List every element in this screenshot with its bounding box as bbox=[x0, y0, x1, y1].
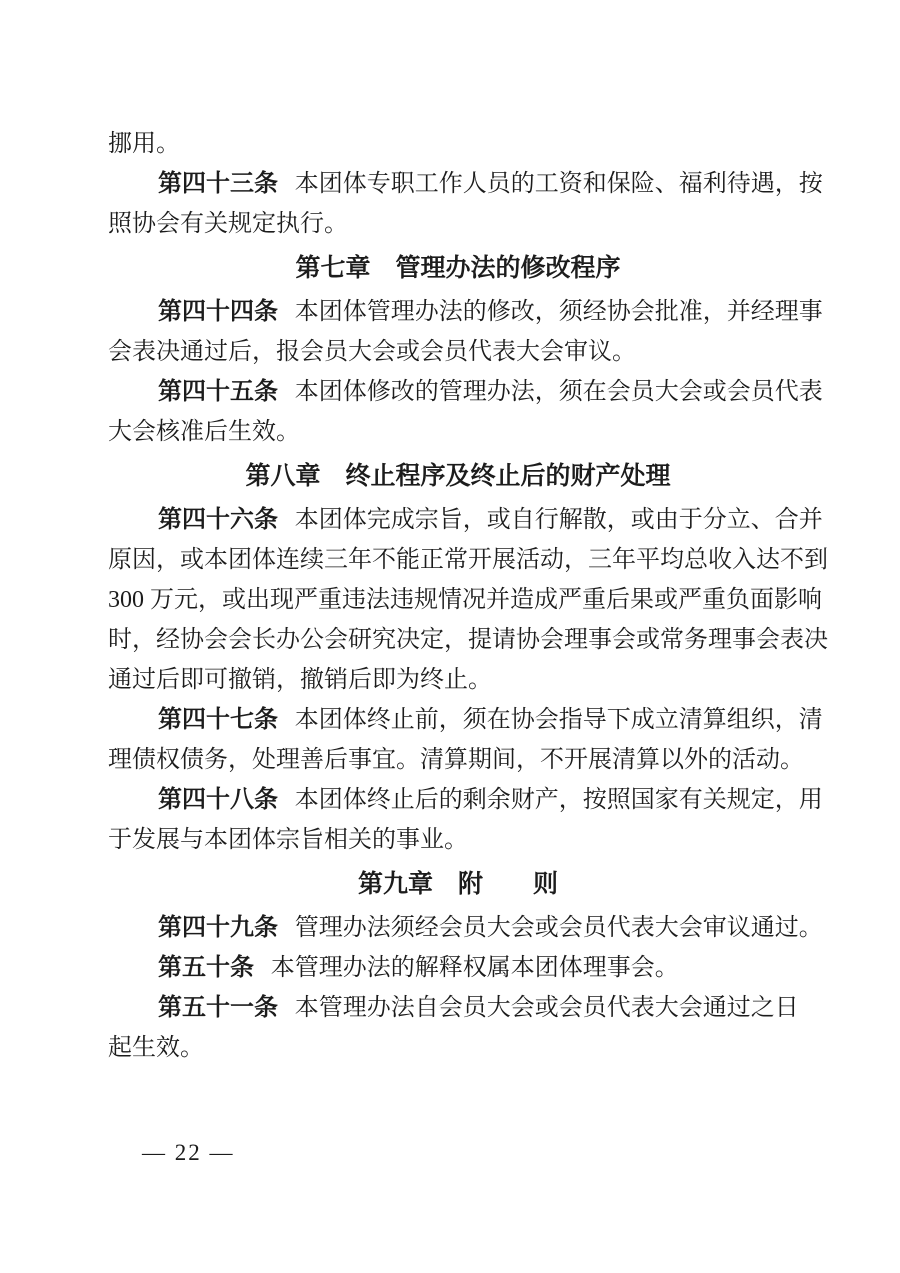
line-text: 本管理办法自会员大会或会员代表大会通过之日 bbox=[294, 995, 799, 1021]
text-line bbox=[108, 1028, 808, 1068]
article-paragraph-line bbox=[108, 372, 823, 412]
article-paragraph-line bbox=[108, 988, 808, 1028]
chapter-heading: 第八章 终止程序及终止后的财产处理 bbox=[245, 462, 671, 490]
article-number: 第四十六条 bbox=[158, 507, 278, 533]
chapter-heading: 第七章 管理办法的修改程序 bbox=[295, 254, 621, 282]
line-text: 时，经协会会长办公会研究决定，提请协会理事会或常务理事会表决 bbox=[108, 627, 828, 653]
line-text: 照协会有关规定执行。 bbox=[108, 211, 348, 237]
text-line bbox=[108, 204, 808, 244]
article-paragraph-line bbox=[108, 700, 823, 740]
text-line bbox=[108, 124, 808, 164]
text-line bbox=[108, 820, 808, 860]
article-number: 第五十条 bbox=[158, 955, 254, 981]
line-text: 原因，或本团体连续三年不能正常开展活动，三年平均总收入达不到 bbox=[108, 547, 828, 573]
article-paragraph-line bbox=[108, 780, 823, 820]
article-number: 第四十九条 bbox=[158, 915, 278, 941]
line-text: 起生效。 bbox=[108, 1035, 204, 1061]
page-number: — 22 — bbox=[142, 1140, 235, 1165]
line-text: 本管理办法的解释权属本团体理事会。 bbox=[270, 955, 679, 981]
article-paragraph-line bbox=[108, 292, 823, 332]
text-line bbox=[108, 540, 828, 580]
line-text: 挪用。 bbox=[108, 131, 180, 157]
line-text: 本团体终止后的剩余财产，按照国家有关规定，用 bbox=[294, 787, 823, 813]
line-text: 管理办法须经会员大会或会员代表大会审议通过。 bbox=[294, 915, 823, 941]
article-paragraph-line bbox=[108, 948, 808, 988]
chapter-heading: 第九章 附 则 bbox=[357, 870, 558, 898]
line-text: 本团体修改的管理办法，须在会员大会或会员代表 bbox=[294, 379, 823, 405]
line-text: 理债权债务，处理善后事宜。清算期间，不开展清算以外的活动。 bbox=[108, 747, 804, 773]
line-text: 大会核准后生效。 bbox=[108, 419, 300, 445]
text-line bbox=[108, 580, 822, 620]
line-text: 会表决通过后，报会员大会或会员代表大会审议。 bbox=[108, 339, 636, 365]
line-text: 通过后即可撤销，撤销后即为终止。 bbox=[108, 667, 492, 693]
page-content bbox=[108, 124, 828, 1068]
line-text: 本团体完成宗旨，或自行解散，或由于分立、合并 bbox=[294, 507, 823, 533]
article-number: 第四十七条 bbox=[158, 707, 278, 733]
text-line bbox=[108, 412, 808, 452]
line-text: 300 万元，或出现严重违法违规情况并造成严重后果或严重负面影响 bbox=[108, 587, 822, 613]
article-paragraph-line bbox=[108, 164, 823, 204]
line-text: 于发展与本团体宗旨相关的事业。 bbox=[108, 827, 468, 853]
text-line bbox=[108, 740, 808, 780]
article-number: 第四十八条 bbox=[158, 787, 278, 813]
article-number: 第四十三条 bbox=[158, 171, 278, 197]
text-line bbox=[108, 620, 828, 660]
text-line bbox=[108, 660, 808, 700]
article-number: 第四十五条 bbox=[158, 379, 278, 405]
line-text: 本团体专职工作人员的工资和保险、福利待遇，按 bbox=[294, 171, 823, 197]
line-text: 本团体终止前，须在协会指导下成立清算组织，清 bbox=[294, 707, 823, 733]
article-number: 第四十四条 bbox=[158, 299, 278, 325]
line-text: 本团体管理办法的修改，须经协会批准，并经理事 bbox=[294, 299, 823, 325]
article-paragraph-line bbox=[108, 908, 823, 948]
article-number: 第五十一条 bbox=[158, 995, 278, 1021]
article-paragraph-line bbox=[108, 500, 823, 540]
text-line bbox=[108, 332, 808, 372]
